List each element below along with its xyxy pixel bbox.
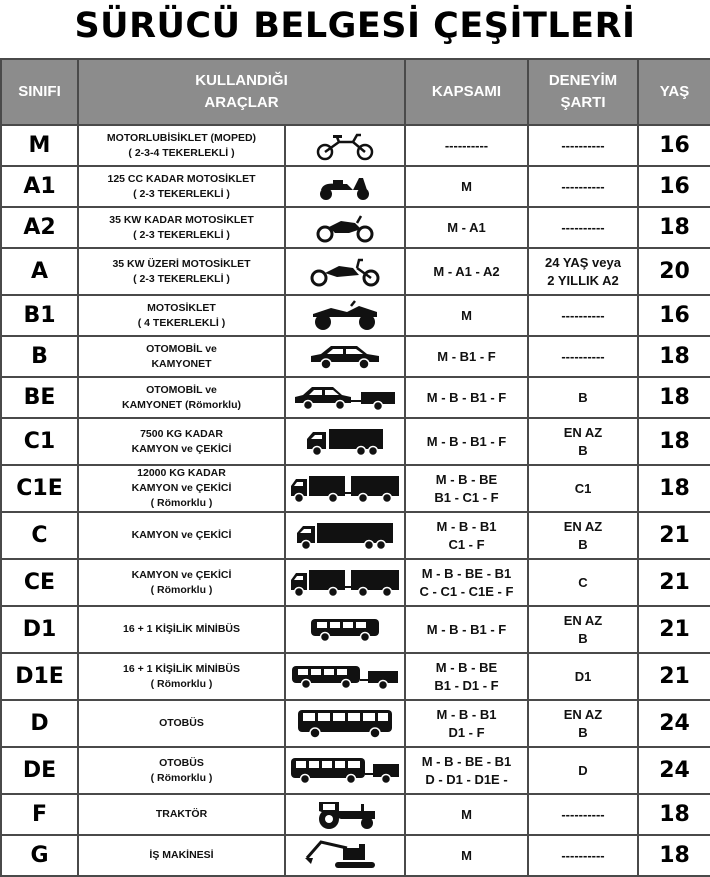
vehicle-icon-cell (285, 207, 405, 248)
license-class: C1E (1, 465, 78, 512)
vehicle-description: 12000 KG KADAR KAMYON ve ÇEKİCİ ( Römorklu ) (78, 465, 285, 512)
scope: M (405, 835, 528, 876)
header-row (1, 59, 710, 125)
experience-requirement: B (528, 377, 638, 418)
table-row (1, 166, 710, 207)
vehicle-description: 7500 KG KADAR KAMYON ve ÇEKİCİ (78, 418, 285, 465)
scope: M - B - B1 C1 - F (405, 512, 528, 559)
license-class: A (1, 248, 78, 295)
vehicle-description: 16 + 1 KİŞİLİK MİNİBÜS ( Römorklu ) (78, 653, 285, 700)
experience-requirement: EN AZ B (528, 418, 638, 465)
license-class: D1E (1, 653, 78, 700)
vehicle-description: 125 CC KADAR MOTOSİKLET ( 2-3 TEKERLEKLİ ) (78, 166, 285, 207)
table-row (1, 207, 710, 248)
table-row (1, 559, 710, 606)
page-title: SÜRÜCÜ BELGESİ ÇEŞİTLERİ (74, 6, 636, 46)
scope: M - B - B1 - F (405, 606, 528, 653)
vehicle-description: 35 KW KADAR MOTOSİKLET ( 2-3 TEKERLEKLİ ) (78, 207, 285, 248)
moped-icon (313, 137, 377, 154)
vehicle-icon-cell (285, 606, 405, 653)
table-row (1, 835, 710, 876)
table-row (1, 700, 710, 747)
vehicle-description: OTOBÜS ( Römorklu ) (78, 747, 285, 794)
experience-requirement: EN AZ B (528, 512, 638, 559)
minimum-age: 21 (638, 512, 710, 559)
license-class: A2 (1, 207, 78, 248)
vehicle-description: OTOMOBİL ve KAMYONET (Römorklu) (78, 377, 285, 418)
license-class: C (1, 512, 78, 559)
experience-requirement: D (528, 747, 638, 794)
header-age: YAŞ (638, 59, 710, 125)
car-trailer-icon (293, 389, 397, 406)
minimum-age: 21 (638, 653, 710, 700)
experience-requirement: D1 (528, 653, 638, 700)
heavy-truck-icon (295, 527, 395, 544)
minimum-age: 16 (638, 295, 710, 336)
table-row (1, 794, 710, 835)
minimum-age: 24 (638, 700, 710, 747)
vehicle-icon-cell (285, 794, 405, 835)
minimum-age: 21 (638, 606, 710, 653)
minimum-age: 18 (638, 418, 710, 465)
header-scope: KAPSAMI (405, 59, 528, 125)
experience-requirement: C (528, 559, 638, 606)
vehicle-description: KAMYON ve ÇEKİCİ (78, 512, 285, 559)
table-row (1, 512, 710, 559)
minimum-age: 21 (638, 559, 710, 606)
scope: M (405, 794, 528, 835)
license-class: B (1, 336, 78, 377)
minimum-age: 16 (638, 166, 710, 207)
vehicle-icon-cell (285, 125, 405, 166)
scope: M - B - B1 D1 - F (405, 700, 528, 747)
table-row (1, 336, 710, 377)
scope: M - B - BE B1 - D1 - F (405, 653, 528, 700)
experience-requirement: 24 YAŞ veya 2 YILLIK A2 (528, 248, 638, 295)
scope: M - A1 - A2 (405, 248, 528, 295)
vehicle-description: 35 KW ÜZERİ MOTOSİKLET ( 2-3 TEKERLEKLİ ) (78, 248, 285, 295)
vehicle-icon-cell (285, 465, 405, 512)
car-icon (307, 348, 383, 365)
scope: M - A1 (405, 207, 528, 248)
bus-icon (295, 715, 395, 732)
license-class: F (1, 794, 78, 835)
tractor-icon (309, 806, 381, 823)
license-class: A1 (1, 166, 78, 207)
vehicle-icon-cell (285, 653, 405, 700)
vehicle-description: MOTORLUBİSİKLET (MOPED) ( 2-3-4 TEKERLEKLİ ) (78, 125, 285, 166)
minimum-age: 20 (638, 248, 710, 295)
minibus-trailer-icon (290, 668, 400, 685)
minimum-age: 18 (638, 835, 710, 876)
experience-requirement: ---------- (528, 125, 638, 166)
vehicle-description: OTOBÜS (78, 700, 285, 747)
license-class: D (1, 700, 78, 747)
table-row (1, 606, 710, 653)
experience-requirement: ---------- (528, 207, 638, 248)
scope: M - B - BE B1 - C1 - F (405, 465, 528, 512)
license-table (0, 58, 710, 877)
table-row (1, 418, 710, 465)
license-class: CE (1, 559, 78, 606)
motorcycle-icon (313, 219, 377, 236)
experience-requirement: EN AZ B (528, 606, 638, 653)
vehicle-icon-cell (285, 166, 405, 207)
vehicle-icon-cell (285, 747, 405, 794)
truck-trailer-icon (289, 480, 401, 497)
vehicle-description: MOTOSİKLET ( 4 TEKERLEKLİ ) (78, 295, 285, 336)
minimum-age: 18 (638, 377, 710, 418)
scope: M - B - BE - B1 D - D1 - D1E - (405, 747, 528, 794)
vehicle-icon-cell (285, 377, 405, 418)
license-class: D1 (1, 606, 78, 653)
scope: M - B - BE - B1 C - C1 - C1E - F (405, 559, 528, 606)
vehicle-icon-cell (285, 248, 405, 295)
vehicle-icon-cell (285, 336, 405, 377)
vehicle-description: TRAKTÖR (78, 794, 285, 835)
atv-icon (307, 307, 383, 324)
truck-trailer-icon (289, 574, 401, 591)
scooter-icon (313, 178, 377, 195)
experience-requirement: ---------- (528, 336, 638, 377)
minimum-age: 18 (638, 207, 710, 248)
vehicle-description: 16 + 1 KİŞİLİK MİNİBÜS (78, 606, 285, 653)
experience-requirement: EN AZ B (528, 700, 638, 747)
license-class: C1 (1, 418, 78, 465)
table-row (1, 248, 710, 295)
truck-icon (305, 433, 385, 450)
vehicle-icon-cell (285, 418, 405, 465)
scope: M (405, 295, 528, 336)
minimum-age: 18 (638, 336, 710, 377)
bus-trailer-icon (289, 762, 401, 779)
scope: ---------- (405, 125, 528, 166)
vehicle-description: KAMYON ve ÇEKİCİ ( Römorklu ) (78, 559, 285, 606)
scope: M (405, 166, 528, 207)
minimum-age: 18 (638, 465, 710, 512)
experience-requirement: ---------- (528, 295, 638, 336)
header-experience: DENEYİM ŞARTI (528, 59, 638, 125)
minimum-age: 18 (638, 794, 710, 835)
vehicle-icon-cell (285, 512, 405, 559)
license-class: B1 (1, 295, 78, 336)
vehicle-icon-cell (285, 295, 405, 336)
experience-requirement: ---------- (528, 166, 638, 207)
scope: M - B - B1 - F (405, 377, 528, 418)
license-class: G (1, 835, 78, 876)
header-class: SINIFI (1, 59, 78, 125)
experience-requirement: C1 (528, 465, 638, 512)
table-row (1, 295, 710, 336)
scope: M - B1 - F (405, 336, 528, 377)
table-row (1, 465, 710, 512)
license-class: BE (1, 377, 78, 418)
excavator-icon (303, 847, 387, 864)
license-class: DE (1, 747, 78, 794)
chopper-icon (307, 263, 383, 280)
vehicle-icon-cell (285, 835, 405, 876)
table-row (1, 125, 710, 166)
minimum-age: 24 (638, 747, 710, 794)
vehicle-icon-cell (285, 559, 405, 606)
vehicle-description: İŞ MAKİNESİ (78, 835, 285, 876)
vehicle-icon-cell (285, 700, 405, 747)
vehicle-description: OTOMOBİL ve KAMYONET (78, 336, 285, 377)
minimum-age: 16 (638, 125, 710, 166)
experience-requirement: ---------- (528, 835, 638, 876)
experience-requirement: ---------- (528, 794, 638, 835)
minibus-icon (307, 621, 383, 638)
table-row (1, 747, 710, 794)
table-row (1, 653, 710, 700)
scope: M - B - B1 - F (405, 418, 528, 465)
license-class: M (1, 125, 78, 166)
header-vehicles: KULLANDIĞI ARAÇLAR (78, 59, 405, 125)
table-row (1, 377, 710, 418)
